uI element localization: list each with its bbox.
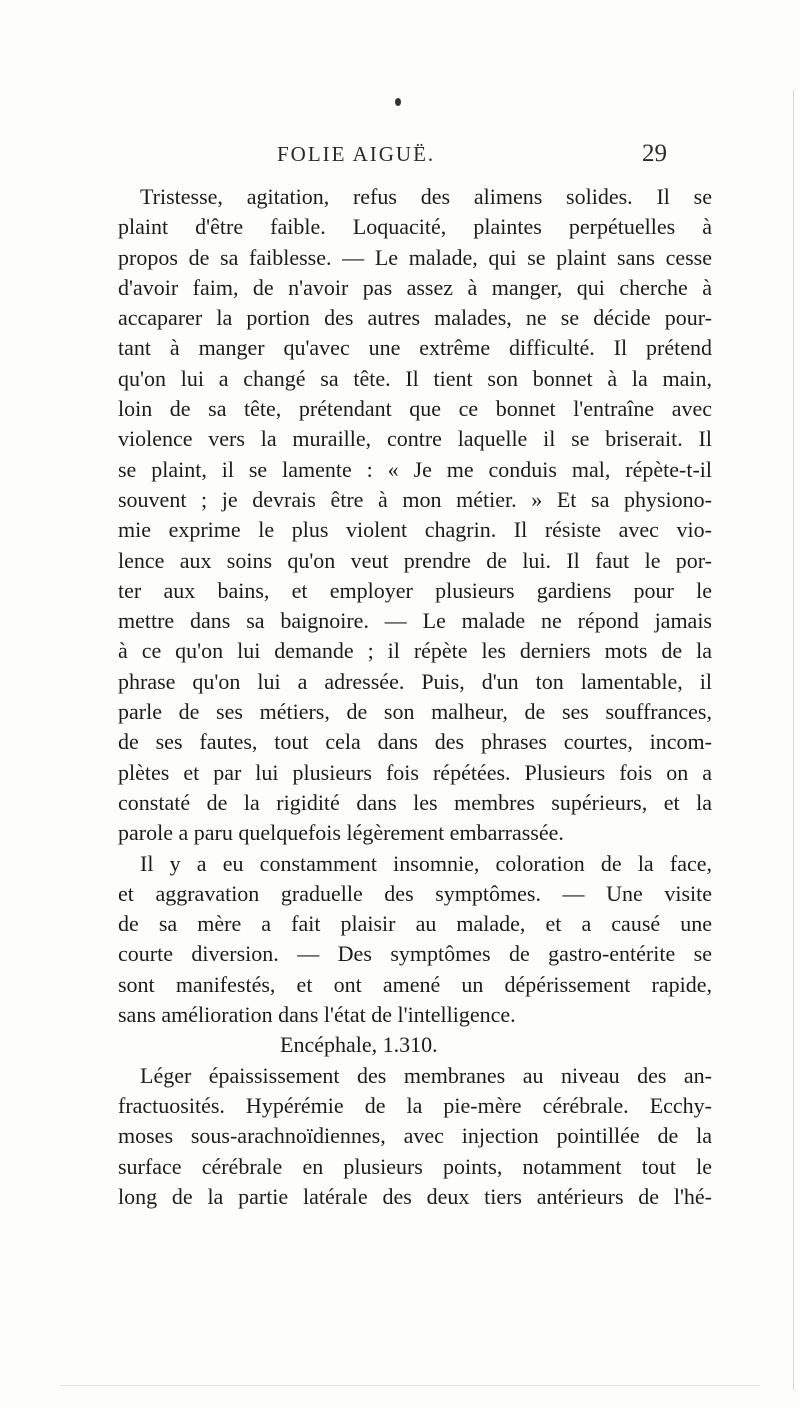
body-text	[118, 182, 712, 1212]
running-head	[0, 142, 800, 172]
text-line: ter aux bains, et employer plusieurs gardiens pour le	[118, 577, 712, 603]
text-line: parle de ses métiers, de son malheur, de ses souffrances,	[118, 699, 712, 725]
text-line: Léger épaississement des membranes au niveau des an-	[140, 1062, 712, 1088]
text-line: de ses fautes, tout cela dans des phrases courtes, incom-	[118, 729, 712, 755]
text-line: surface cérébrale en plusieurs points, notamment tout le	[118, 1153, 712, 1179]
text-line: souvent ; je devrais être à mon métier. » Et sa physiono-	[118, 486, 712, 512]
section-heading: Encéphale, 1.310.	[280, 1032, 438, 1058]
text-line: lence aux soins qu'on veut prendre de lui. Il faut le por-	[118, 547, 712, 573]
text-line: long de la partie latérale des deux tiers antérieurs de l'hé-	[118, 1183, 712, 1209]
text-line: à ce qu'on lui demande ; il répète les derniers mots de la	[118, 638, 712, 664]
text-line: moses sous-arachnoïdiennes, avec injection pointillée de la	[118, 1123, 712, 1149]
text-line: se plaint, il se lamente : « Je me conduis mal, répète-t-il	[118, 456, 712, 482]
text-line: plètes et par lui plusieurs fois répétées. Plusieurs fois on a	[118, 759, 712, 785]
text-line: accaparer la portion des autres malades, ne se décide pour-	[118, 305, 712, 331]
text-line: tant à manger qu'avec une extrême difficulté. Il prétend	[118, 335, 712, 361]
text-line: Tristesse, agitation, refus des alimens solides. Il se	[140, 184, 712, 209]
text-line: mie exprime le plus violent chagrin. Il résiste avec vio-	[118, 517, 712, 543]
page-edge-bottom	[60, 1385, 760, 1386]
text-line: d'avoir faim, de n'avoir pas assez à manger, qui cherche à	[118, 274, 712, 300]
text-line: loin de sa tête, prétendant que ce bonnet l'entraîne avec	[118, 396, 712, 422]
text-line: sans amélioration dans l'état de l'intelligence.	[118, 1002, 516, 1028]
page-number: 29	[642, 140, 667, 167]
text-line: qu'on lui a changé sa tête. Il tient son bonnet à la main,	[118, 365, 712, 391]
ink-dot	[395, 98, 401, 106]
text-line: courte diversion. — Des symptômes de gastro-entérite se	[118, 941, 712, 967]
page-edge-right	[793, 90, 794, 1390]
text-line: de sa mère a fait plaisir au malade, et a causé une	[118, 911, 712, 937]
text-line: fractuosités. Hypérémie de la pie-mère cérébrale. Ecchy-	[118, 1092, 712, 1118]
text-line: Il y a eu constamment insomnie, coloration de la face,	[140, 850, 712, 876]
text-line: violence vers la muraille, contre laquelle il se briserait. Il	[118, 426, 712, 452]
text-line: mettre dans sa baignoire. — Le malade ne répond jamais	[118, 608, 712, 634]
text-line: parole a paru quelquefois légèrement embarrassée.	[118, 820, 564, 846]
running-head-title: FOLIE AIGUË.	[277, 142, 436, 166]
text-line: et aggravation graduelle des symptômes. — Une visite	[118, 880, 712, 906]
text-line: propos de sa faiblesse. — Le malade, qui se plaint sans cesse	[118, 244, 712, 270]
text-line: phrase qu'on lui a adressée. Puis, d'un ton lamentable, il	[118, 668, 712, 694]
text-line: plaint d'être faible. Loquacité, plaintes perpétuelles à	[118, 214, 712, 240]
text-line: constaté de la rigidité dans les membres supérieurs, et la	[118, 789, 712, 815]
text-line: sont manifestés, et ont amené un dépérissement rapide,	[118, 971, 712, 997]
